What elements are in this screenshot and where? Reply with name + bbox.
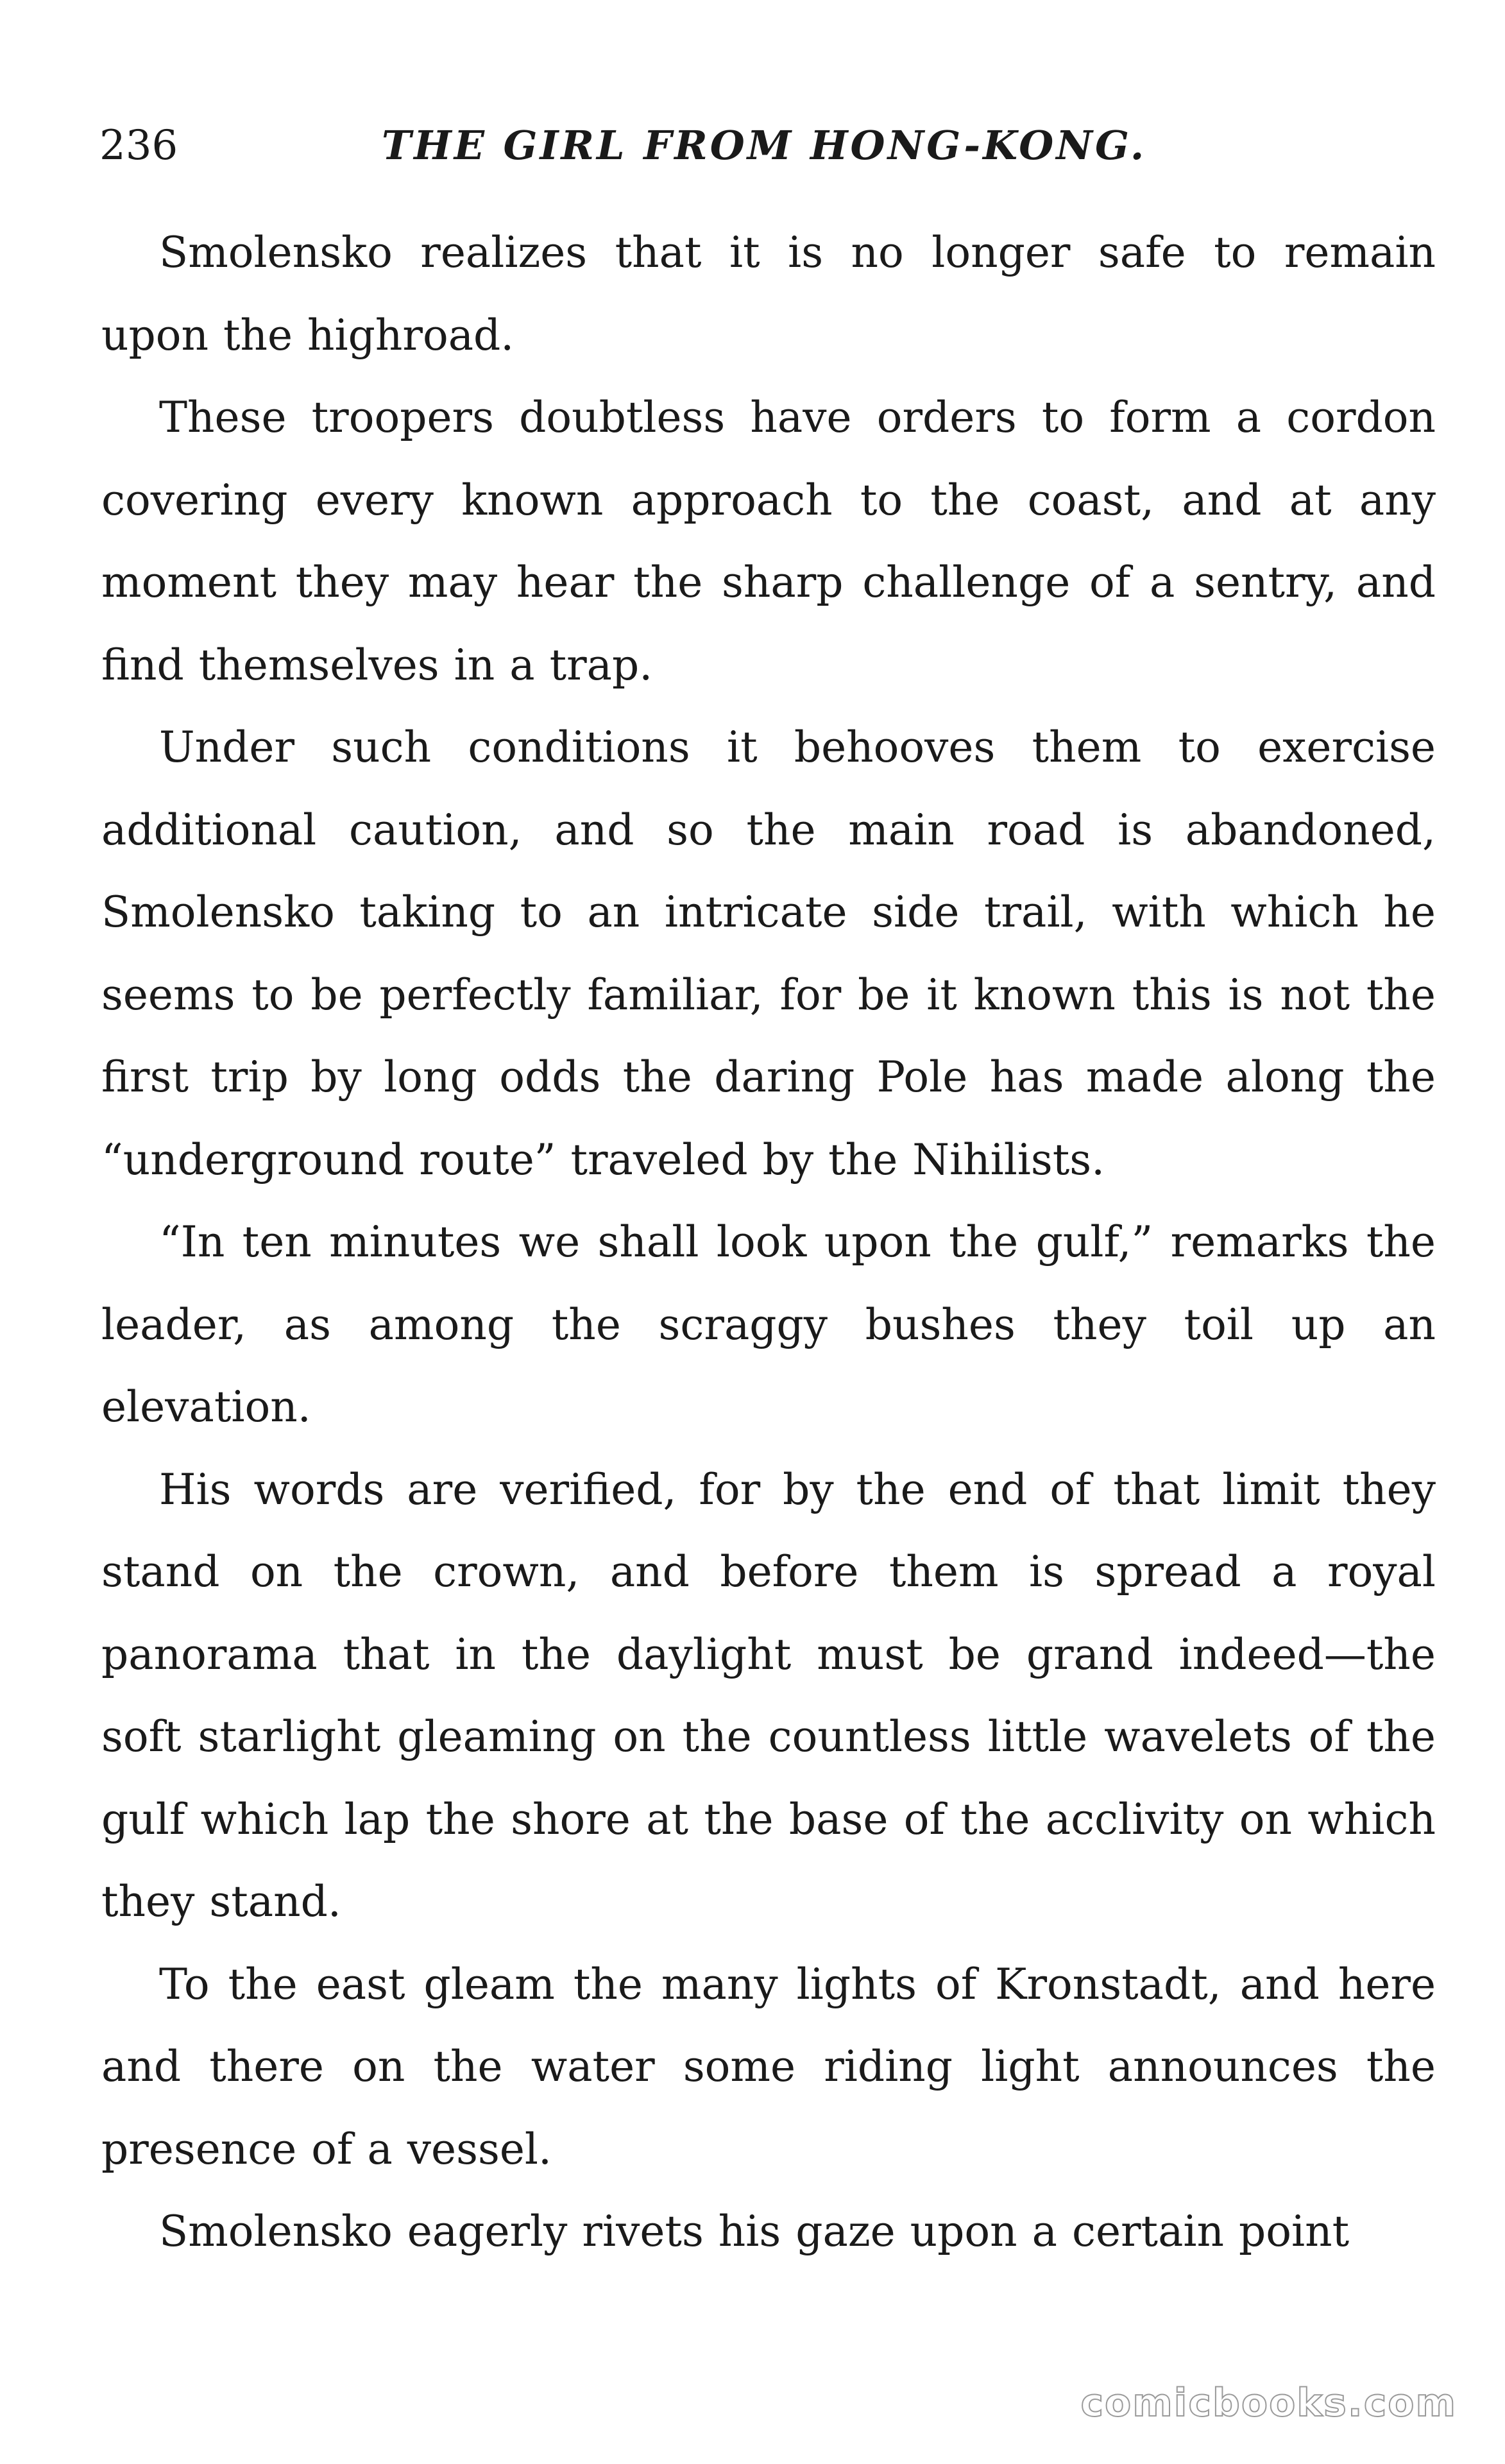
running-title: THE GIRL FROM HONG-KONG. <box>382 122 1147 169</box>
paragraph-1: Smolensko realizes that it is no longer safe to remain upon the highroad. <box>101 228 1436 360</box>
paragraph-2: These troopers doubtless have orders to form a cordon covering every known approach to the coast, and at any moment they may hear the sharp challenge of a sentry, and find themselves in a trap. <box>101 393 1436 690</box>
watermark: comicbooks.com <box>1080 2381 1457 2426</box>
body-text <box>101 212 1436 2273</box>
paragraph-6: To the east gleam the many lights of Kronstadt, and here and there on the water some riding light announces the presence of a vessel. <box>101 1959 1436 2174</box>
page-number: 236 <box>99 122 178 169</box>
paragraph-4: “In ten minutes we shall look upon the gulf,” remarks the leader, as among the scraggy bushes they toil up an elevation. <box>101 1217 1436 1432</box>
page-header <box>99 117 1434 175</box>
paragraph-5: His words are verified, for by the end of that limit they stand on the crown, and before them is spread a royal panorama that in the daylight must be grand indeed—the soft starlight gleaming on the countless little wavelets of the gulf which lap the shore at the base of the acclivity on which they stand. <box>101 1464 1436 1926</box>
paragraph-3: Under such conditions it behooves them to exercise additional caution, and so the main road is abandoned, Smolensko taking to an intricate side trail, with which he seems to be perfectly familiar, for be it known this is not the first trip by long odds the daring Pole has made along the “underground route” traveled by the Nihilists. <box>101 723 1436 1185</box>
paragraph-7: Smolensko eagerly rivets his gaze upon a certain point <box>159 2207 1350 2256</box>
